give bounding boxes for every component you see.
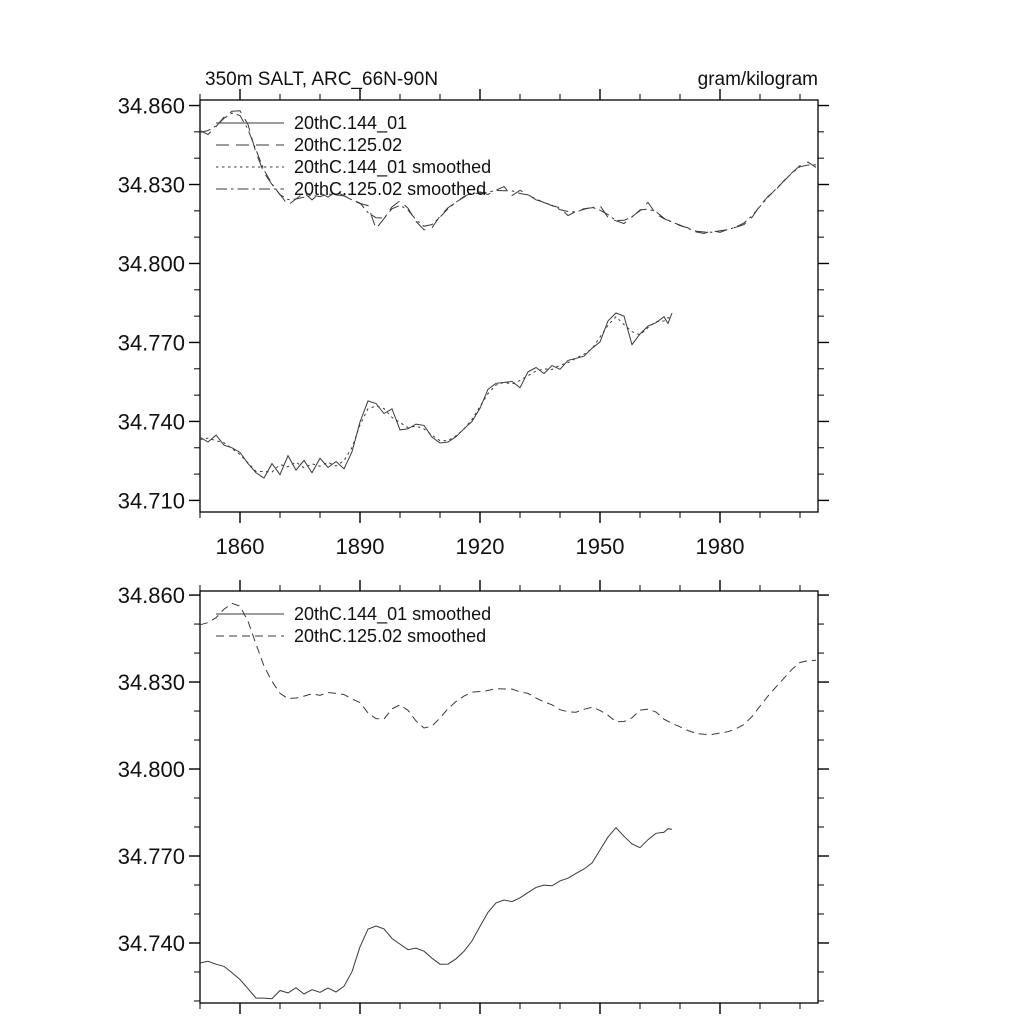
y-axis-tick-label: 34.830 [117,670,185,696]
y-axis-tick-label: 34.710 [117,488,185,514]
panel-top-title: 350m SALT, ARC_66N-90N [205,69,439,90]
legend-label: 20thC.144_01 smoothed [294,604,492,624]
x-axis-tick-label: 1980 [695,534,745,559]
legend-label: 20thC.125.02 [294,135,403,155]
y-axis-tick-label: 34.860 [117,583,185,609]
y-axis-tick-label: 34.740 [117,409,185,435]
legend-label: 20thC.125.02 smoothed [294,626,487,646]
y-axis-tick-label: 34.770 [117,844,185,870]
y-axis-tick-label: 34.860 [117,93,185,119]
panel-top-units-label: gram/kilogram [697,69,818,90]
x-axis-tick-label: 1920 [455,534,505,559]
legend-label: 20thC.144_01 [294,113,408,133]
y-axis-tick-label: 34.740 [117,930,185,956]
y-axis-tick-label: 34.770 [117,330,185,356]
x-axis-tick-label: 1860 [215,534,265,559]
x-axis-tick-label: 1890 [335,534,385,559]
y-axis-tick-label: 34.830 [117,172,185,198]
y-axis-tick-label: 34.800 [117,251,185,277]
y-axis-tick-label: 34.800 [117,757,185,783]
legend-label: 20thC.125.02 smoothed [294,179,487,199]
x-axis-tick-label: 1950 [575,534,625,559]
legend-label: 20thC.144_01 smoothed [294,157,492,177]
